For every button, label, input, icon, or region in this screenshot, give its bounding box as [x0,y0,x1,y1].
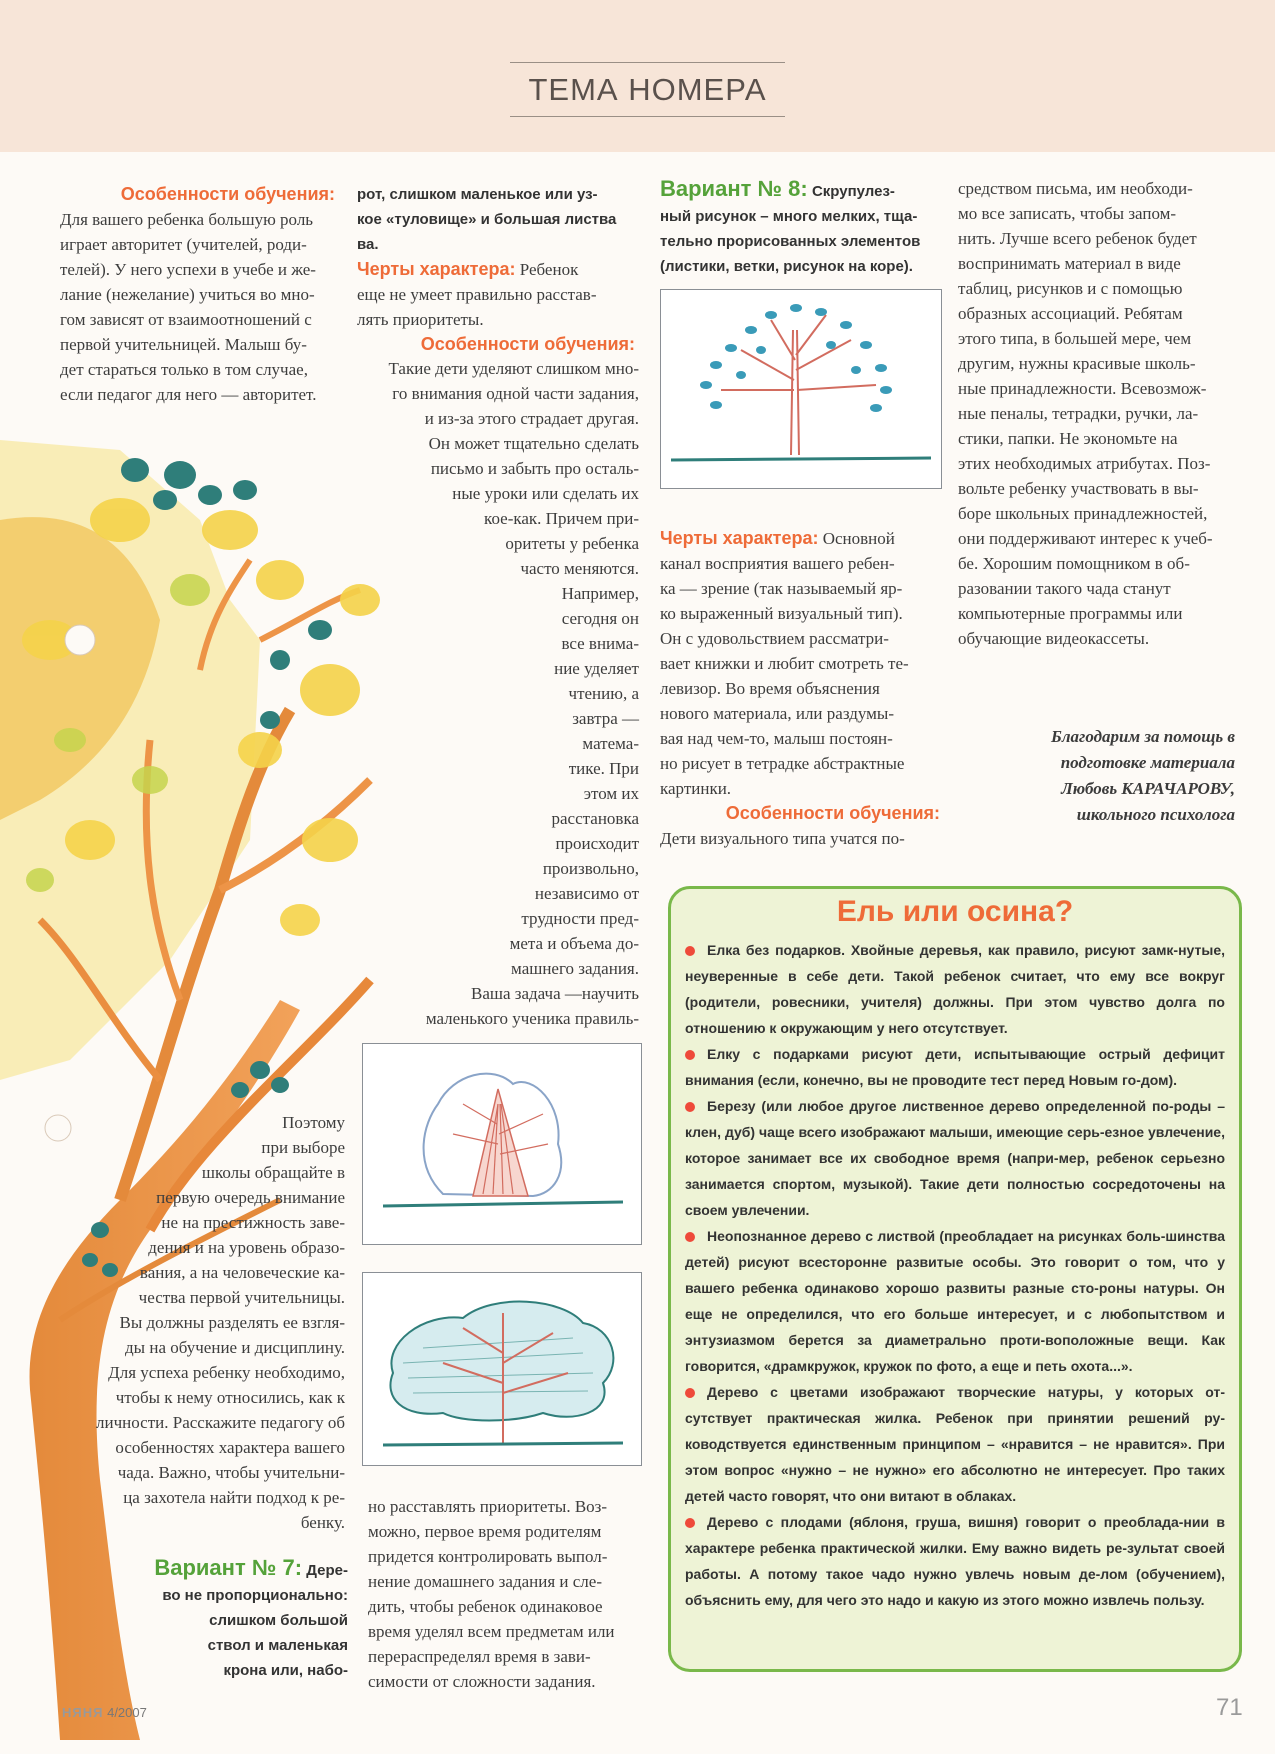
column-4 [958,176,1236,651]
col1-line-0: Для вашего ребенка большую роль [60,210,314,229]
col2-learn-line-8: часто меняются. [520,559,639,578]
col3-character-heading: Черты характера: [660,528,819,548]
column-1-continued [70,1110,345,1535]
col4-line-6: этого типа, в большей мере, чем [958,329,1192,348]
variant-7-line-1: во не пропорционально: [162,1587,348,1604]
col2-learn-line-20: произвольно, [542,859,639,878]
col2-learn-line-7: оритеты у ребенка [505,534,639,553]
col4-line-5: образных ассоциаций. Ребятам [958,304,1183,323]
col1-line-6: дет стараться только в том случае, [60,360,308,379]
col1-line-5: первой учительницей. Малыш бу- [60,335,307,354]
col4-line-13: боре школьных принадлежностей, [958,504,1208,523]
sidebar-box-item-text: Дерево с плодами (яблоня, груша, вишня) говорит о преоблада-нии в характере ребенка практической жилки. Ему важно видеть ре-зультат своей работы. А потому такое чадо нужно увлечь новым де-лом (обучением), объяснить ему, для чего это надо и какую из этого можно извлечь пользу. [685,1514,1225,1608]
col3-char-line-5: вает книжки и любит смотреть те- [660,654,909,673]
variant-8-line-1: ный рисунок – много мелких, тща- [660,208,918,225]
col1-cont-line-7: чества первой учительницы. [138,1288,345,1307]
col4-line-14: они поддерживают интерес к учеб- [958,529,1213,548]
figure-blue-bush-tree [362,1272,642,1466]
col2-learn-line-21: независимо от [534,884,639,903]
sidebar-box-item [685,1093,1225,1223]
issue-number: 4/2007 [107,1705,147,1720]
column-3-body [660,526,940,851]
col4-line-4: таблиц, рисунков и с помощью [958,279,1183,298]
column-1 [60,182,335,407]
thanks-line-1: подготовке материала [1060,753,1235,772]
thanks-line-3: школьного психолога [1076,805,1235,824]
col4-line-11: этих необходимых атрибутах. Поз- [958,454,1211,473]
bullet-icon [685,1518,695,1528]
col2-top-line-1: кое «туловище» и большая листва [357,211,617,228]
col1-line-7: если педагог для него — авторитет. [60,385,317,404]
col1-cont-line-13: особенностях характера вашего [115,1438,345,1457]
col1-cont-line-14: чада. Важно, чтобы учительни- [117,1463,345,1482]
sidebar-box-item-text: Елка без подарков. Хвойные деревья, как правило, рисуют замк-нутые, неуверенные в себе дети. Такой ребенок считает, что ему все вокруг (родители, ровесники, учителя) должны. При этом чувство долга по отношению к окружающим у него отсутствует. [685,942,1225,1036]
bullet-icon [685,946,695,956]
sidebar-box-item [685,1509,1225,1613]
col1-cont-line-11: чтобы к нему относились, как к [115,1388,345,1407]
col1-cont-line-3: первую очередь внимание [156,1188,345,1207]
column-1-continued-body [70,1110,345,1535]
column-2-bottom [368,1494,644,1694]
col4-line-7: другим, нужны красивые школь- [958,354,1196,373]
col3-learning-heading: Особенности обучения: [725,803,940,823]
col2-learning-heading: Особенности обучения: [420,334,635,354]
sidebar-box-title: Ель или осина? [836,895,1074,928]
col1-line-3: лание (нежелание) учиться во мно- [60,285,315,304]
pink-tree-drawing [363,1044,641,1244]
col2-character-heading: Черты характера: [357,259,516,279]
col4-line-17: компьютерные программы или [958,604,1183,623]
col2-learn-line-0: Такие дети уделяют слишком мно- [388,359,639,378]
col1-cont-line-5: дения и на уровень образо- [148,1238,345,1257]
col2-bottom-line-0: но расставлять приоритеты. Воз- [368,1497,608,1516]
figure-pink-tree [362,1043,642,1245]
col1-cont-line-9: ды на обучение и дисциплину. [125,1338,345,1357]
footer-magazine [62,1705,147,1720]
col2-bottom-line-1: можно, первое время родителям [368,1522,602,1541]
blue-bush-tree-drawing [363,1273,641,1465]
col2-learn-line-10: сегодня он [561,609,639,628]
col4-line-1: мо все записать, чтобы запом- [958,204,1177,223]
col2-char-line-1: еще не умеет правильно расстав- [357,285,597,304]
magazine-name: НЯНЯ [62,1705,104,1720]
col2-bottom-line-5: время уделял всем предметам или [368,1622,615,1641]
col3-char-line-0: Основной [822,529,895,548]
variant-7-line-4: крона или, набо- [223,1662,348,1679]
col3-char-line-10: картинки. [660,779,732,798]
sidebar-box-item [685,1379,1225,1509]
col4-line-9: ные пеналы, тетрадки, ручки, ла- [958,404,1199,423]
col1-cont-line-4: не на престижность заве- [161,1213,345,1232]
sidebar-box-item [685,937,1225,1041]
column-4-body [958,176,1236,651]
col3-char-line-7: нового материала, или раздумы- [660,704,894,723]
col4-line-8: ные принадлежности. Всевозмож- [958,379,1207,398]
col4-line-12: вольте ребенку участвовать в вы- [958,479,1199,498]
col2-char-line-0: Ребенок [519,260,579,279]
col2-bottom-line-3: нение домашнего задания и сле- [368,1572,602,1591]
col3-char-line-6: левизор. Во время объяснения [660,679,880,698]
col2-learn-line-11: все внима- [561,634,639,653]
col1-cont-line-1: при выборе [261,1138,345,1157]
col2-bottom-line-7: симости от сложности задания. [368,1672,596,1691]
header-rule-bottom [510,116,785,117]
col1-line-2: телей). У него успехи в учебе и же- [60,260,316,279]
col2-bottom-line-4: дить, чтобы ребенок одинаковое [368,1597,603,1616]
col2-learn-line-6: кое-как. Причем при- [484,509,639,528]
col2-learn-line-12: ние уделяет [554,659,639,678]
col2-bottom-line-6: перераспределял время в зави- [368,1647,591,1666]
col3-char-line-9: но рисует в тетрадке абстрактные [660,754,905,773]
col3-char-line-4: Он с удовольствием рассматри- [660,629,889,648]
col2-learn-line-17: этом их [583,784,639,803]
col2-learn-line-5: ные уроки или сделать их [452,484,639,503]
col2-learning-body [357,356,639,1031]
col1-line-4: гом зависят от взаимоотношений с [60,310,312,329]
col2-bottom-line-2: придется контролировать выпол- [368,1547,608,1566]
sidebar-box-item-text: Елку с подарками рисуют дети, испытывающие острый дефицит внимания (если, конечно, вы не проводите тест перед Новым го-дом). [685,1046,1225,1088]
col1-cont-line-16: бенку. [300,1513,345,1532]
column-2-top [357,182,635,357]
sidebar-box-item-text: Дерево с цветами изображают творческие натуры, у которых от-сутствует практическая жилка. Ребенок при принятии решений ру-ководствуется единственным принципом – «нравится – не нравится». При этом вопрос «нужно – не нужно» его абсолютно не интересует. Про таких детей часто говорят, что они витают в облаках. [685,1384,1225,1504]
col2-learn-line-3: Он может тщательно сделать [428,434,639,453]
col1-cont-line-8: Вы должны разделять ее взгля- [119,1313,345,1332]
col3-char-line-8: вая над чем-то, малыш постоян- [660,729,893,748]
col1-line-1: играет авторитет (учителей, роди- [60,235,307,254]
col2-learn-line-16: тике. При [568,759,639,778]
column-3-top [660,176,938,279]
col1-cont-line-2: школы обращайте в [201,1163,345,1182]
col2-char-line-2: лять приоритеты. [357,310,484,329]
bullet-icon [685,1050,695,1060]
col4-line-2: нить. Лучше всего ребенок будет [958,229,1197,248]
variant-7-title: Вариант № 7: [154,1555,303,1580]
sidebar-box-item [685,1041,1225,1093]
column-2-learning [357,356,639,1031]
col4-line-18: обучающие видеокассеты. [958,629,1150,648]
col3-learn-line-0: Дети визуального типа учатся по- [660,829,905,848]
section-title: ТЕМА НОМЕРА [528,72,767,107]
variant-8-line-2: тельно прорисованных элементов [660,233,921,250]
variant-7-line-3: ствол и маленькая [207,1637,348,1654]
variant-8-title: Вариант № 8: [660,176,808,201]
col2-learn-line-22: трудности пред- [521,909,639,928]
header-rule-top [510,62,785,63]
detailed-tree-drawing [661,290,941,488]
col2-top-line-2: ва. [357,236,379,253]
variant-7-line-0: Дере- [306,1562,348,1579]
col3-char-line-2: ка — зрение (так называемый яр- [660,579,903,598]
col4-line-16: разовании такого чада станут [958,579,1171,598]
col3-char-line-1: канал восприятия вашего ребен- [660,554,895,573]
col4-line-15: бе. Хорошим помощником в об- [958,554,1190,573]
bullet-icon [685,1102,695,1112]
col3-character-body [660,551,940,801]
sidebar-box-items [671,937,1239,1613]
sidebar-box [668,886,1242,1672]
col2-learn-line-4: письмо и забыть про осталь- [430,459,639,478]
bullet-icon [685,1388,695,1398]
acknowledgement [985,724,1235,828]
col2-learn-line-23: мета и объема до- [509,934,639,953]
col2-bottom-body [368,1494,644,1694]
col2-learn-line-24: машнего задания. [511,959,639,978]
col1-cont-line-12: личности. Расскажите педагогу об [96,1413,345,1432]
col1-cont-line-10: Для успеха ребенку необходимо, [108,1363,345,1382]
col4-line-10: стики, папки. Не экономьте на [958,429,1178,448]
col2-learn-line-18: расстановка [551,809,639,828]
col4-line-3: воспринимать материал в виде [958,254,1181,273]
col2-learn-line-9: Например, [561,584,639,603]
variant-8-line-3: (листики, ветки, рисунок на коре). [660,258,913,275]
figure-detailed-tree [660,289,942,489]
learning-heading: Особенности обучения: [120,184,335,204]
variant-7-block [120,1555,348,1683]
col1-cont-line-6: вания, а на человеческие ка- [139,1263,345,1282]
col1-cont-line-0: Поэтому [282,1113,345,1132]
col2-learn-line-14: завтра — [572,709,639,728]
col3-char-line-3: ко выраженный визуальный тип). [660,604,903,623]
bullet-icon [685,1232,695,1242]
thanks-line-0: Благодарим за помощь в [1051,727,1235,746]
sidebar-box-item-text: Березу (или любое другое лиственное дерево определенной по-роды – клен, дуб) чаще всего изображают малыши, имеющие серь-езное увлечение, которое занимает все их свободное время (напри-мер, ребенок серьезно занимается спортом, музыкой). Такие дети полностью сосредоточены на своем увлечении. [685,1098,1225,1218]
variant-7-line-2: слишком большой [209,1612,348,1629]
col2-learn-line-2: и из-за этого страдает другая. [424,409,639,428]
col4-line-0: средством письма, им необходи- [958,179,1193,198]
column-1-body [60,207,335,407]
col2-learn-line-25: Ваша задача —научить [471,984,639,1003]
col2-learn-line-13: чтению, а [568,684,639,703]
col2-learn-line-26: маленького ученика правиль- [425,1009,639,1028]
sidebar-box-item [685,1223,1225,1379]
col2-top-line-0: рот, слишком маленькое или уз- [357,186,598,203]
col2-learn-line-15: матема- [582,734,639,753]
col2-learn-line-1: го внимания одной части задания, [392,384,639,403]
autumn-tree-illustration [0,440,380,1740]
variant-8-line-0: Скрупулез- [811,183,895,200]
thanks-line-2: Любовь КАРАЧАРОВУ, [1061,779,1235,798]
col1-cont-line-15: ца захотела найти подход к ре- [123,1488,345,1507]
page-number: 71 [1216,1694,1243,1721]
sidebar-box-item-text: Неопознанное дерево с листвой (преобладает на рисунках боль-шинства детей) рисуют всесторонне развитые особы. Это говорит о том, что у вашего ребенка одинаково хорошо развиты разные сто-роны натуры. Он еще не определился, что его больше интересует, и с любопытством и энтузиазмом берется за диаметрально проти-воположные вещи. Как говорится, «драмкружок, кружок по фото, а еще и петь охота...». [685,1228,1225,1374]
col2-learn-line-19: происходит [555,834,639,853]
